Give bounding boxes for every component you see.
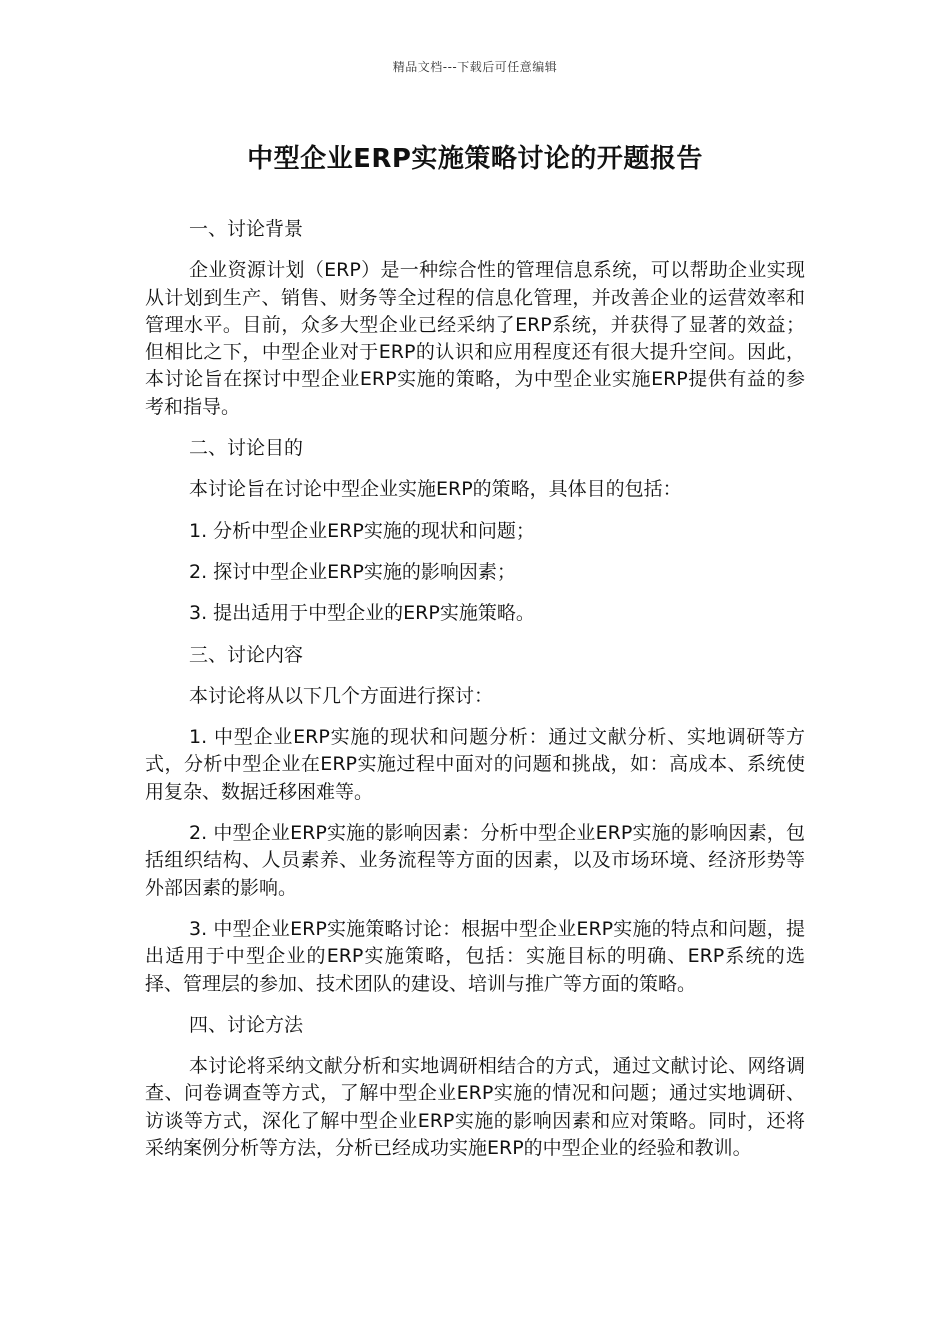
purpose-item-3: 3. 提出适用于中型企业的ERP实施策略。 (189, 602, 535, 625)
paragraph-purpose-intro: 本讨论旨在讨论中型企业实施ERP的策略，具体目的包括： (189, 478, 682, 501)
section-heading-purpose: 二、讨论目的 (189, 437, 304, 460)
document-title: 中型企业ERP实施策略讨论的开题报告 (247, 144, 703, 174)
content-item-2: 2. 中型企业ERP实施的影响因素：分析中型企业ERP实施的影响因素，包括组织结构、人员素养、业务流程等方面的因素，以及市场环境、经济形势等外部因素的影响。 (145, 822, 805, 899)
content-item-1: 1. 中型企业ERP实施的现状和问题分析：通过文献分析、实地调研等方式，分析中型企业在ERP实施过程中面对的问题和挑战，如：高成本、系统使用复杂、数据迁移困难等。 (145, 726, 805, 803)
paragraph-content-intro: 本讨论将从以下几个方面进行探讨： (189, 684, 494, 707)
section-heading-method: 四、讨论方法 (189, 1013, 304, 1036)
purpose-item-1: 1. 分析中型企业ERP实施的现状和问题； (189, 519, 535, 542)
paragraph-background: 企业资源计划（ERP）是一种综合性的管理信息系统，可以帮助企业实现从计划到生产、销售、财务等全过程的信息化管理，并改善企业的运营效率和管理水平。目前，众多大型企业已经采纳了ERP系统，并获得了显著的效益；但相比之下，中型企业对于ERP的认识和应用程度还有很大提升空间。因此，本讨论旨在探讨中型企业ERP实施的策略，为中型企业实施ERP提供有益的参考和指导。 (145, 259, 805, 418)
purpose-item-2: 2. 探讨中型企业ERP实施的影响因素； (189, 560, 516, 583)
paragraph-method: 本讨论将采纳文献分析和实地调研相结合的方式，通过文献讨论、网络调查、问卷调查等方式，了解中型企业ERP实施的情况和问题；通过实地调研、访谈等方式，深化了解中型企业ERP实施的影响因素和应对策略。同时，还将采纳案例分析等方法，分析已经成功实施ERP的中型企业的经验和教训。 (145, 1055, 805, 1160)
document-body (145, 216, 805, 1176)
section-heading-background: 一、讨论背景 (189, 218, 304, 240)
section-heading-content: 三、讨论内容 (189, 643, 304, 666)
content-item-3: 3. 中型企业ERP实施策略讨论：根据中型企业ERP实施的特点和问题，提出适用于中型企业的ERP实施策略，包括：实施目标的明确、ERP系统的选择、管理层的参加、技术团队的建设、培训与推广等方面的策略。 (145, 917, 805, 995)
header-note: 精品文档---下载后可任意编辑 (392, 60, 558, 74)
